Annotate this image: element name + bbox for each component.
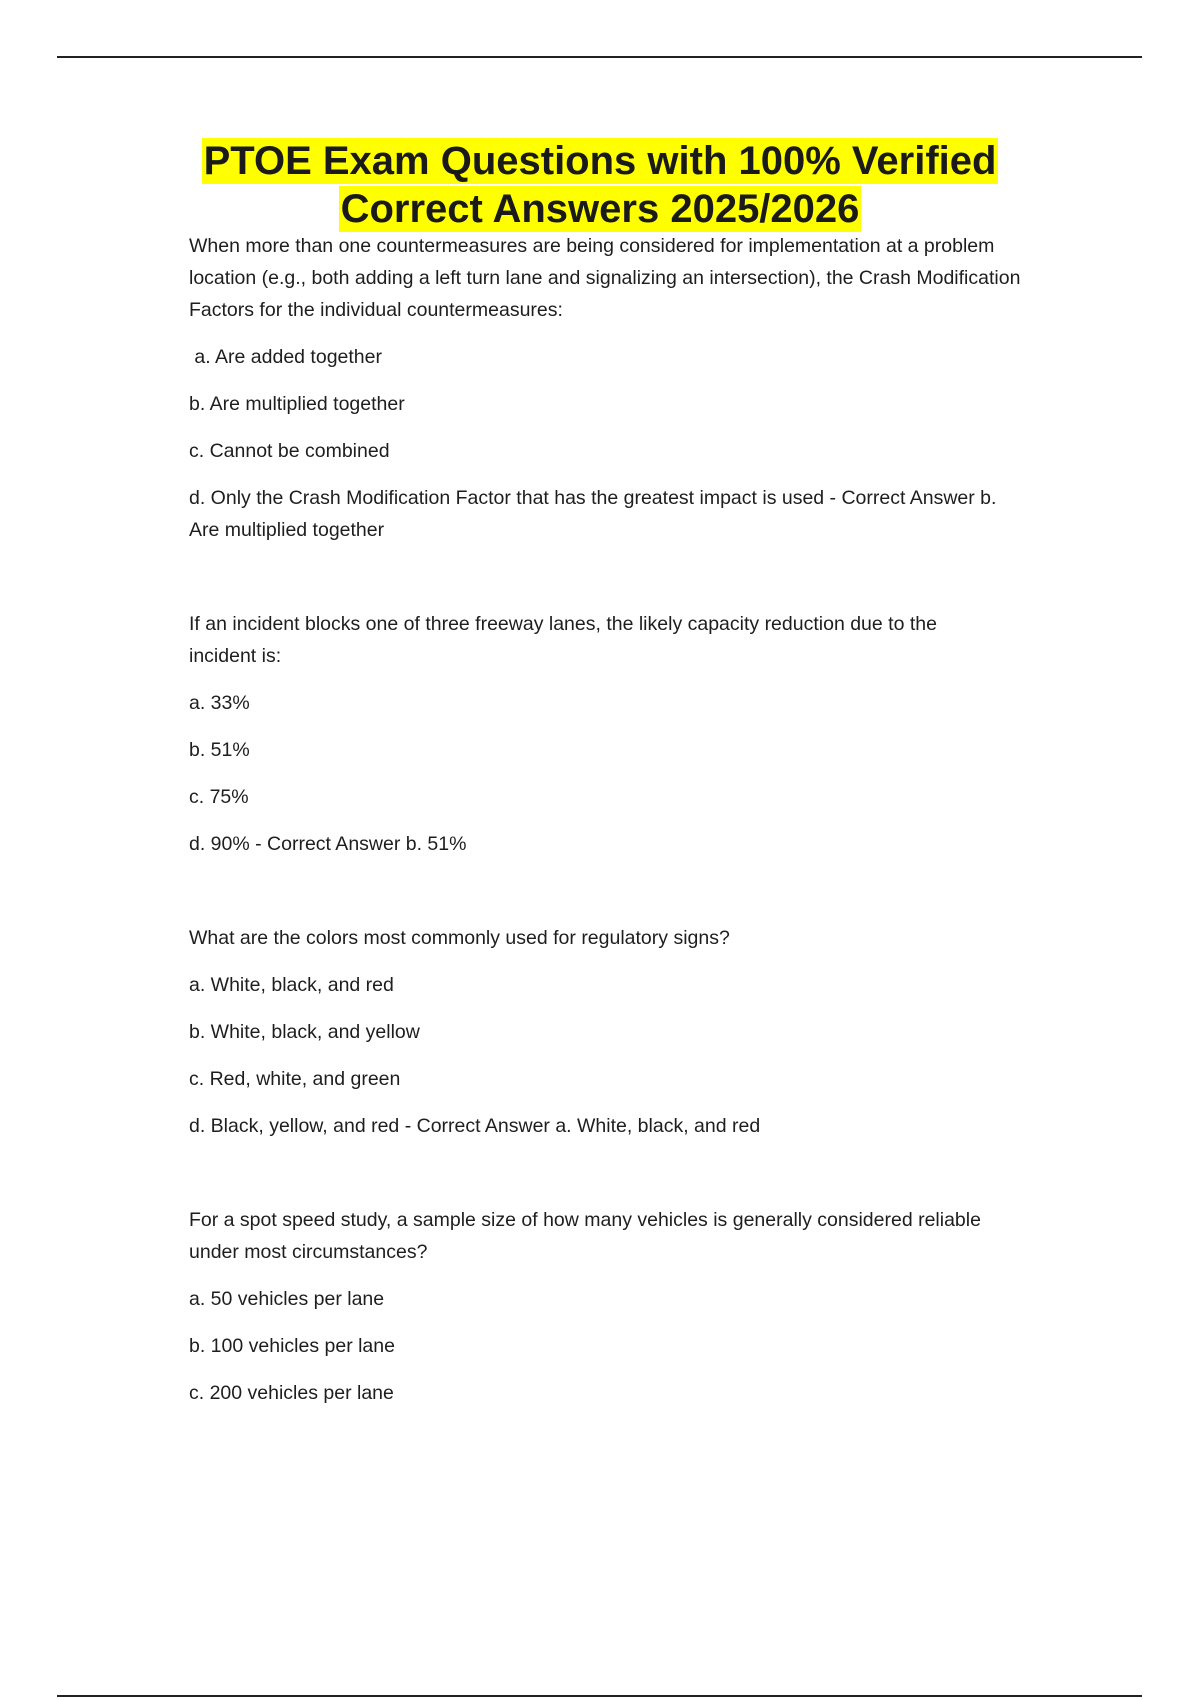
question-block	[189, 230, 1049, 546]
title-line-1: PTOE Exam Questions with 100% Verified	[203, 139, 997, 183]
option-c: c. Red, white, and green	[189, 1068, 401, 1090]
top-rule	[57, 56, 1142, 58]
option-b: b. Are multiplied together	[189, 393, 405, 415]
bottom-rule	[57, 1695, 1142, 1697]
option-c: c. Cannot be combined	[189, 440, 390, 462]
question-block	[189, 922, 1049, 1142]
option-b: b. 51%	[189, 739, 250, 761]
option-d-with-answer: d. Only the Crash Modification Factor that has the greatest impact is used - Correct Answer b. Are multiplied together	[189, 487, 997, 541]
question-text: What are the colors most commonly used for regulatory signs?	[189, 927, 730, 949]
option-a: a. Are added together	[189, 346, 382, 368]
document-title	[0, 138, 1200, 232]
question-text: When more than one countermeasures are being considered for implementation at a problem location (e.g., both adding a left turn lane and signalizing an intersection), the Crash Modification Factors for the individual countermeasures:	[189, 235, 1021, 321]
option-a: a. 33%	[189, 692, 250, 714]
option-d-with-answer: d. 90% - Correct Answer b. 51%	[189, 833, 467, 855]
option-b: b. 100 vehicles per lane	[189, 1335, 395, 1357]
option-a: a. 50 vehicles per lane	[189, 1288, 385, 1310]
question-block	[189, 608, 1049, 860]
option-c: c. 200 vehicles per lane	[189, 1382, 394, 1404]
question-block	[189, 1204, 1049, 1409]
option-c: c. 75%	[189, 786, 249, 808]
question-text: If an incident blocks one of three freeway lanes, the likely capacity reduction due to the incident is:	[189, 613, 937, 667]
option-b: b. White, black, and yellow	[189, 1021, 420, 1043]
question-text: For a spot speed study, a sample size of how many vehicles is generally considered reliable under most circumstances?	[189, 1209, 981, 1263]
option-d-with-answer: d. Black, yellow, and red - Correct Answer a. White, black, and red	[189, 1115, 761, 1137]
title-line-2: Correct Answers 2025/2026	[340, 187, 860, 231]
document-body	[189, 230, 1049, 1409]
option-a: a. White, black, and red	[189, 974, 394, 996]
